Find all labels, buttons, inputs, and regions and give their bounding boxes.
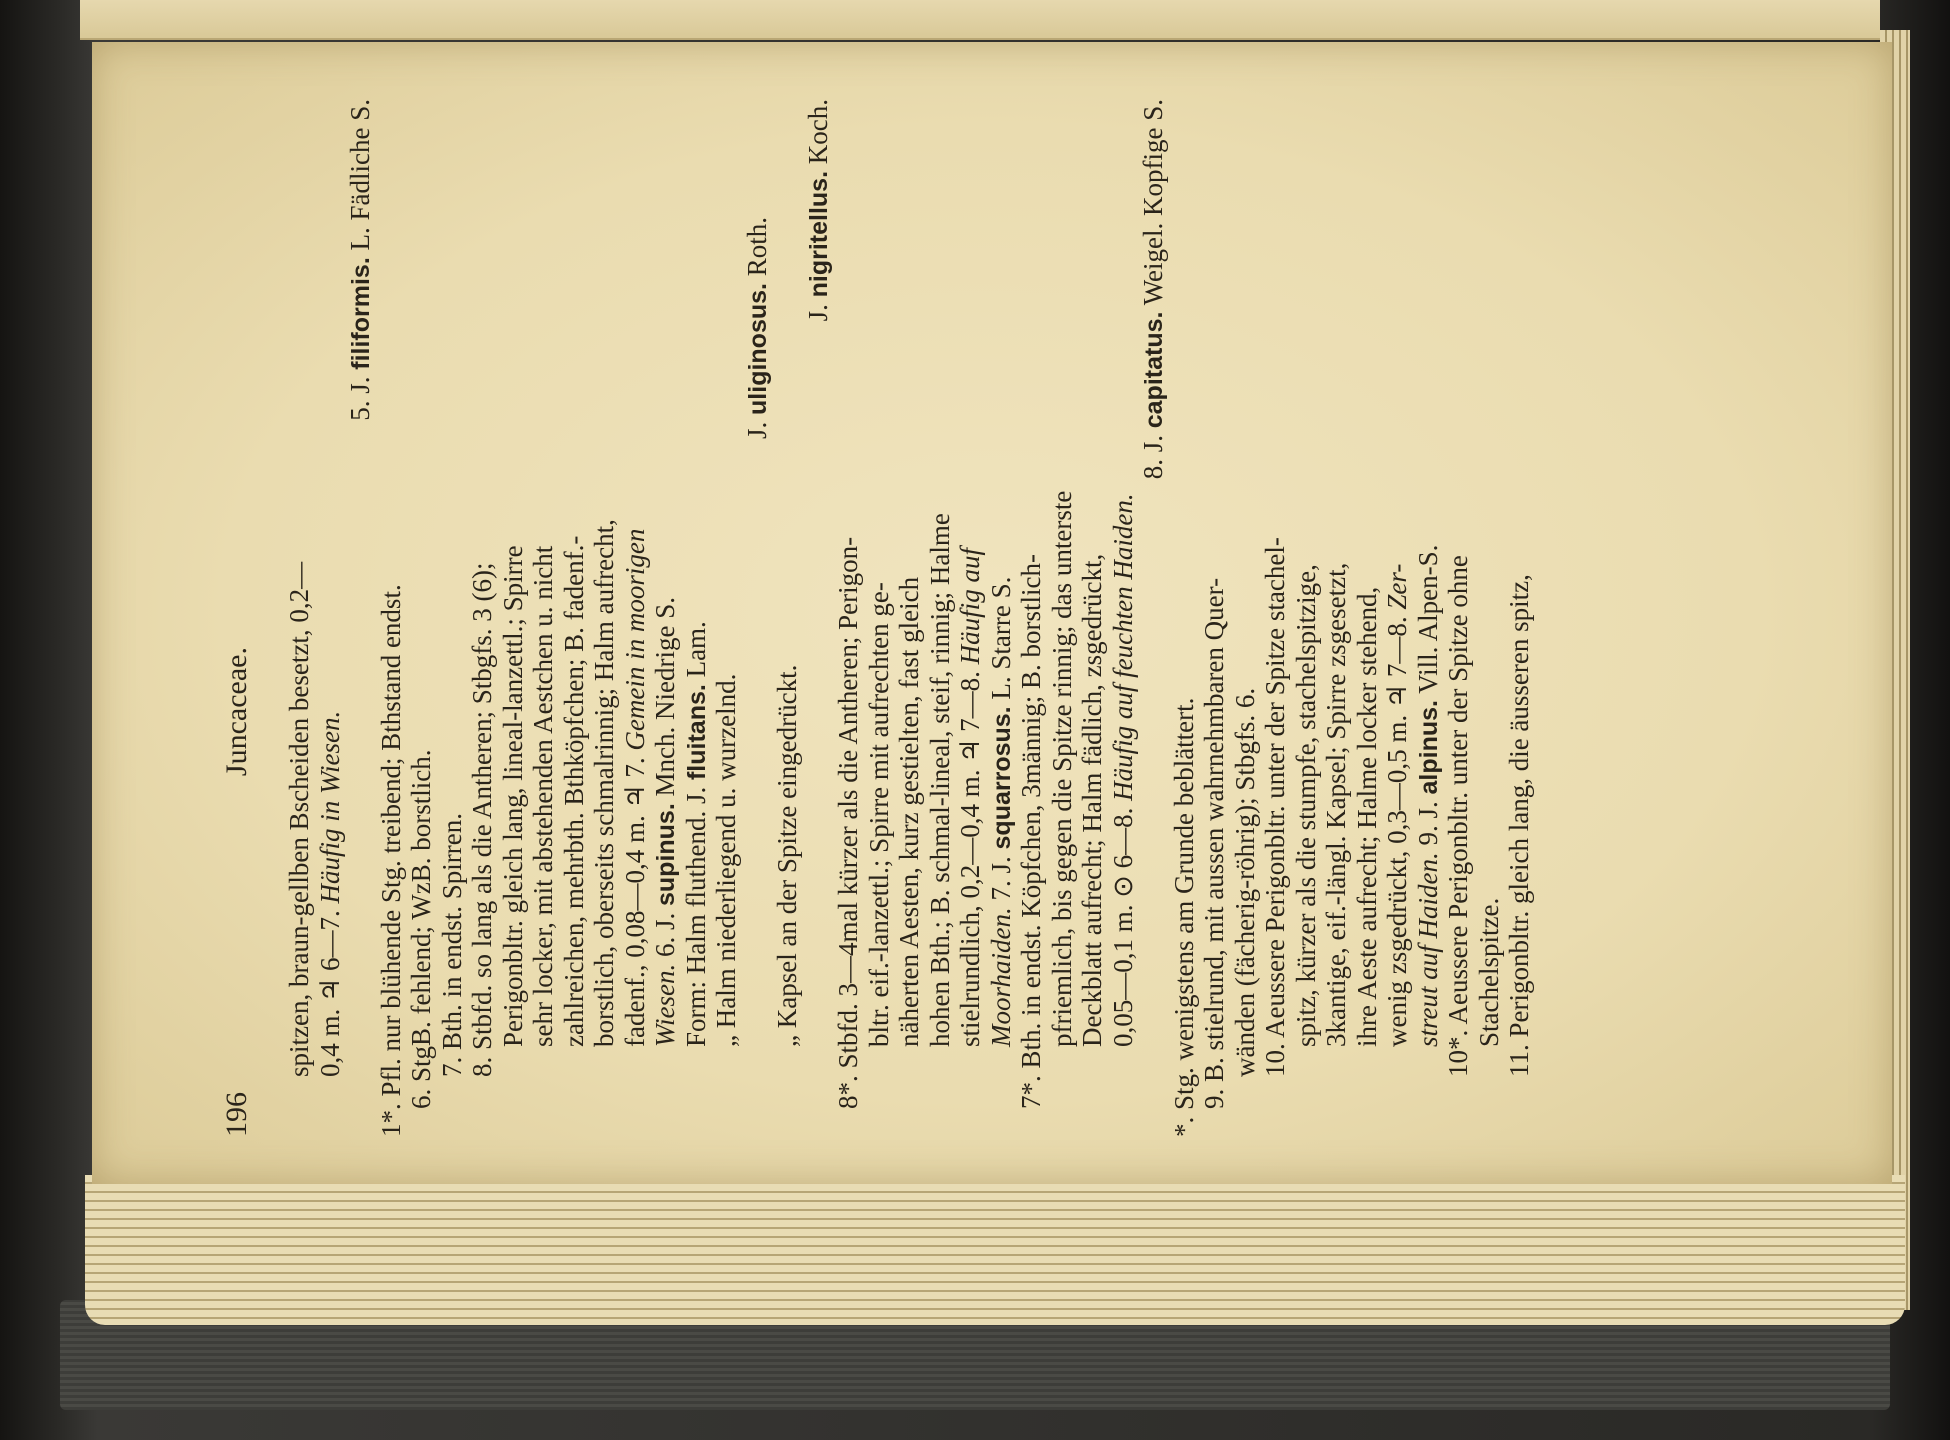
line-text: „ Kapsel an der Spitze eingedrückt.: [772, 664, 802, 1047]
text-line: [437, 87, 468, 1137]
line-text: stielrundlich, 0,2—0,4 m. ♃ 7—8.: [955, 664, 985, 1047]
text-line: [1474, 87, 1505, 1137]
species-name: supinus.: [652, 803, 680, 906]
key-text-body: [284, 87, 1535, 1137]
italic-note: Zer-: [1382, 563, 1412, 610]
line-text: hohen Bth.; B. schmal-lineal, steif, rinnig; Halme: [924, 513, 955, 1047]
italic-note: streut auf Haiden.: [1412, 852, 1443, 1047]
italic-note: Häufig in Wiesen.: [314, 710, 345, 904]
line-text: zahlreichen, mehrbth. Bthköpfchen; B. fadenf.-: [558, 535, 589, 1047]
line-text: 6. StgB. fehlend; WzB. borstlich.: [406, 749, 436, 1109]
text-line: [1443, 87, 1474, 1137]
line-text: Koch.: [802, 99, 833, 171]
text-line: [803, 87, 834, 1137]
text-line: [986, 87, 1017, 1137]
text-line: [1077, 87, 1108, 1137]
line-text: 3kantige, eif.-längl. Kapsel; Spirre zsgesetzt,: [1321, 562, 1351, 1047]
text-line: [1016, 87, 1047, 1137]
line-text: 7*. Bth. in endst. Köpfchen, 3männig; B. borstlich-: [1016, 554, 1046, 1109]
line-text: 1*. Pfl. nur blühende Stg. treibend; Bthstand endst.: [375, 584, 406, 1137]
running-head: Juncaceae.: [220, 647, 253, 777]
line-text: 8*. Stbfd. 3—4mal kürzer als die Antheren; Perigon-: [833, 536, 863, 1109]
line-text: 7. Bth. in endst. Spirren.: [436, 813, 467, 1077]
line-text: 8. Stbfd. so lang als die Antheren; Stbgfs. 3 (6);: [467, 562, 497, 1077]
line-text: Stachelspitze.: [1473, 897, 1504, 1047]
page-stack-edge-bottom: [85, 1175, 1905, 1325]
text-line: [772, 87, 803, 1137]
text-line: [925, 87, 956, 1137]
line-text: Roth.: [741, 217, 772, 284]
text-line: [1291, 87, 1322, 1137]
line-text: J.: [345, 369, 375, 394]
text-line: [1321, 87, 1352, 1137]
text-line: [528, 87, 559, 1137]
italic-note: Moorhaiden.: [985, 907, 1016, 1047]
text-line: [589, 87, 620, 1137]
text-line: [1138, 87, 1169, 1137]
text-line: [833, 87, 864, 1137]
text-line: [894, 87, 925, 1137]
facing-page-edge: [80, 0, 1880, 40]
line-text: 8. J.: [1138, 428, 1168, 480]
text-line: [284, 87, 315, 1137]
text-line: [1230, 87, 1261, 1137]
text-line: [1108, 87, 1139, 1137]
species-name: squarrosus.: [987, 706, 1016, 850]
line-text: bltr. eif.-lanzettl.; Spirre mit aufrechten ge-: [863, 582, 894, 1047]
text-line: [1504, 87, 1535, 1137]
text-line: [1352, 87, 1383, 1137]
line-text: 0,4 m. ♃ 6—7.: [314, 903, 345, 1077]
rotated-text-block: [222, 87, 1872, 1137]
text-line: [681, 87, 712, 1137]
line-text: Deckblatt aufrecht; Halm fädlich, zsgedrückt,: [1077, 553, 1107, 1047]
text-line: [711, 87, 742, 1137]
text-line: [1260, 87, 1291, 1137]
italic-note: Häufig auf: [955, 548, 985, 665]
line-text: näherten Aesten, kurz gestielten, fast gleich: [894, 576, 924, 1047]
line-text: „ Halm niederliegend u. wurzelnd.: [711, 673, 741, 1047]
line-text: Weigel. Kopfige S.: [1138, 99, 1168, 312]
line-text: 10. Aeussere Perigonbltr. unter der Spitze stachel-: [1260, 537, 1290, 1077]
line-text: 9. J.: [1412, 794, 1443, 853]
text-line: [864, 87, 895, 1137]
line-text: Lam.: [680, 621, 711, 685]
species-name: nigritellus.: [804, 170, 833, 298]
text-line: [650, 87, 681, 1137]
line-text: wenig zsgedrückt, 0,3—0,5 m. ♃ 7—8.: [1382, 609, 1412, 1047]
text-line: [1413, 87, 1444, 1137]
book-page: [92, 42, 1892, 1184]
italic-note: Wiesen.: [650, 963, 680, 1047]
line-text: 6. J.: [650, 906, 680, 964]
line-text: 9. B. stielrund, mit aussen wahrnehmbaren Quer-: [1199, 577, 1229, 1109]
page-header: [222, 87, 270, 1137]
species-name: filiformis.: [347, 257, 375, 370]
line-text: 0,05—0,1 m. ⊙ 6—8.: [1107, 800, 1138, 1047]
page-number: 196: [220, 1092, 253, 1137]
line-text: 11. Perigonbltr. gleich lang, die äusseren spitz,: [1504, 574, 1534, 1077]
line-text: 7. J.: [985, 849, 1016, 908]
line-text: Perigonbltr. gleich lang, lineal-lanzettl.; Spirre: [497, 545, 528, 1047]
line-text: ihre Aeste aufrecht; Halme locker stehend,: [1351, 586, 1382, 1047]
text-line: [955, 87, 986, 1137]
italic-note: Häufig auf feuchten Haiden.: [1107, 493, 1138, 801]
species-name: alpinus.: [1414, 700, 1443, 795]
line-text: spitz, kürzer als die stumpfe, stachelspitzige,: [1290, 564, 1321, 1047]
line-text: 5.: [345, 393, 375, 421]
line-text: L. Starre S.: [985, 576, 1016, 707]
line-text: wänden (fächerig-röhrig); Stbgfs. 6.: [1229, 687, 1260, 1077]
line-text: borstlich, oberseits schmalrinnig; Halm aufrecht,: [589, 519, 619, 1047]
line-text: J.: [741, 414, 772, 439]
text-line: [1199, 87, 1230, 1137]
species-name: fluitans.: [682, 684, 711, 781]
text-line: [1047, 87, 1078, 1137]
italic-note: Gemein in moorigen: [619, 528, 650, 751]
line-text: J.: [802, 297, 833, 322]
line-text: Form: Halm fluthend. J.: [680, 780, 711, 1047]
text-line: [315, 87, 346, 1137]
line-text: Mnch. Niedrige S.: [650, 596, 680, 804]
text-line: [559, 87, 590, 1137]
line-text: spitzen, braun-gellben Bscheiden besetzt, 0,2—: [284, 561, 314, 1077]
text-line: [376, 87, 407, 1137]
text-line: [620, 87, 651, 1137]
text-line: [1382, 87, 1413, 1137]
species-name: capitatus.: [1140, 311, 1168, 429]
line-text: sehr locker, mit abstehenden Aestchen u. nicht: [528, 545, 558, 1047]
text-line: [498, 87, 529, 1137]
line-text: *. Stg. wenigstens am Grunde beblättert.: [1168, 697, 1199, 1137]
line-text: 10*. Aeussere Perigonbltr. unter der Spitze ohne: [1443, 555, 1473, 1077]
line-text: fadenf., 0,08—0,4 m. ♃ 7.: [619, 750, 650, 1047]
line-text: L. Fädliche S.: [345, 99, 375, 258]
text-line: [345, 87, 376, 1137]
species-name: uliginosus.: [743, 283, 772, 415]
text-line: [1169, 87, 1200, 1137]
text-line: [406, 87, 437, 1137]
line-text: Vill. Alpen-S.: [1412, 544, 1443, 701]
text-line: [742, 87, 773, 1137]
line-text: pfriemlich, bis gegen die Spitze rinnig; das unterste: [1046, 490, 1077, 1047]
text-line: [467, 87, 498, 1137]
